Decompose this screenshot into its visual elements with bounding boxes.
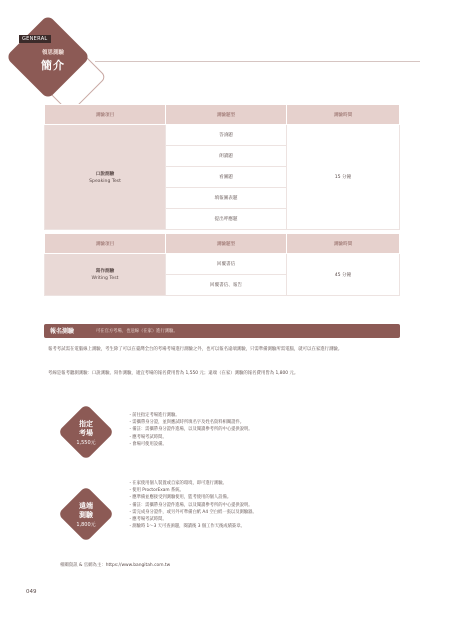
onsite-badge bbox=[66, 412, 106, 452]
list-item: ・ 測驗時 1～3 天可查詢題，閱讀後 3 個工作天後成績簽章。 bbox=[128, 523, 398, 530]
list-item: ・ 需完成身分證件，或另外可準備白紙 A4 空白紙一張以及測驗器。 bbox=[128, 509, 398, 516]
list-item: ・ 備註：需攜帶身分證件進場，以及閱讀參考所的中心提供說明。 bbox=[128, 426, 398, 433]
footer-note: 相關資訊 & 官網為主：https://www.bangitah.com.tw bbox=[60, 563, 171, 568]
speaking-header-item: 測驗項目 bbox=[45, 105, 166, 125]
writing-type: 回覆書信、報告 bbox=[166, 275, 287, 296]
speaking-header-time: 測驗時間 bbox=[287, 105, 400, 125]
remote-badge bbox=[66, 494, 106, 534]
writing-test-table bbox=[44, 233, 400, 296]
speaking-type: 看圖題 bbox=[166, 167, 287, 188]
writing-test-zh: 寫作測驗 bbox=[95, 269, 115, 274]
writing-type: 回覆書信 bbox=[166, 254, 287, 275]
writing-time: 45 分鐘 bbox=[287, 254, 400, 296]
list-item: ・ 需攜帶身分證，並與應試時所填名字及姓名資料相關證件。 bbox=[128, 419, 398, 426]
register-section-title: 報名測驗 bbox=[50, 328, 75, 335]
page-title: 簡介 bbox=[41, 59, 65, 72]
speaking-test-en: Speaking Test bbox=[89, 178, 121, 184]
writing-header-type: 測驗題型 bbox=[166, 234, 287, 254]
speaking-test-table bbox=[44, 104, 400, 230]
writing-header-time: 測驗時間 bbox=[287, 234, 400, 254]
list-item: ・ 使用 ProctorExam 系統。 bbox=[128, 487, 398, 494]
header-subtitle: 領思測驗 bbox=[41, 50, 64, 56]
speaking-test-zh: 口說測驗 bbox=[95, 171, 115, 177]
list-item: ・ 會場可使用設備。 bbox=[128, 441, 398, 448]
writing-test-name bbox=[45, 254, 166, 296]
remote-badge-line2: 測驗 bbox=[79, 511, 93, 519]
header-tag: GENERAL bbox=[19, 35, 51, 43]
list-item: ・ 在家使用個人裝置或自家的環境，即可進行測驗。 bbox=[128, 480, 398, 487]
list-item: ・ 前往指定考場進行測驗。 bbox=[128, 412, 398, 419]
onsite-badge-line1: 指定 bbox=[79, 420, 93, 428]
list-item: ・ 應考場考試時間。 bbox=[128, 516, 398, 523]
writing-header-item: 測驗項目 bbox=[45, 234, 166, 254]
remote-badge-line1: 遠端 bbox=[79, 502, 93, 510]
remote-price: 1,800元 bbox=[76, 522, 96, 528]
speaking-test-name bbox=[45, 125, 166, 230]
onsite-bullet-list bbox=[128, 412, 398, 448]
page-number: 049 bbox=[26, 589, 37, 595]
header-rule bbox=[95, 61, 420, 62]
onsite-price: 1,550元 bbox=[76, 440, 96, 446]
speaking-time: 15 分鐘 bbox=[287, 125, 400, 230]
writing-test-en: Writing Test bbox=[91, 276, 119, 281]
remote-bullet-list bbox=[128, 480, 398, 530]
register-paragraph-2: 考線是報考聽測測驗：口說測驗、寫作測驗，適宜考場的報名費用皆為 1,550 元；遠端（在家）測驗的報名費用皆為 1,800 元。 bbox=[48, 371, 299, 376]
onsite-badge-line2: 考場 bbox=[79, 429, 93, 437]
speaking-type: 填報圖表題 bbox=[166, 188, 287, 209]
list-item: ・ 應準備並應接受到測驗使用，監考使用的個人設備。 bbox=[128, 494, 398, 501]
register-paragraph-1: 報考考試需在電腦線上測驗，考生除了可以在臺灣全台的考場考場進行測驗之外，也可以報名遠端測驗，只需準備測驗所需電腦，就可以在家進行測驗。 bbox=[48, 347, 343, 352]
speaking-type: 朗讀題 bbox=[166, 146, 287, 167]
speaking-type: 答詢題 bbox=[166, 125, 287, 146]
list-item: ・ 備註：需攜帶身分證件進場，以及閱讀參考所的中心提供說明。 bbox=[128, 502, 398, 509]
speaking-header-type: 測驗題型 bbox=[166, 105, 287, 125]
speaking-type: 提出呼應題 bbox=[166, 209, 287, 230]
list-item: ・ 應考場考試時間。 bbox=[128, 434, 398, 441]
register-section-note: 可在官方考場、也送線（在家）進行測驗。 bbox=[96, 329, 178, 334]
